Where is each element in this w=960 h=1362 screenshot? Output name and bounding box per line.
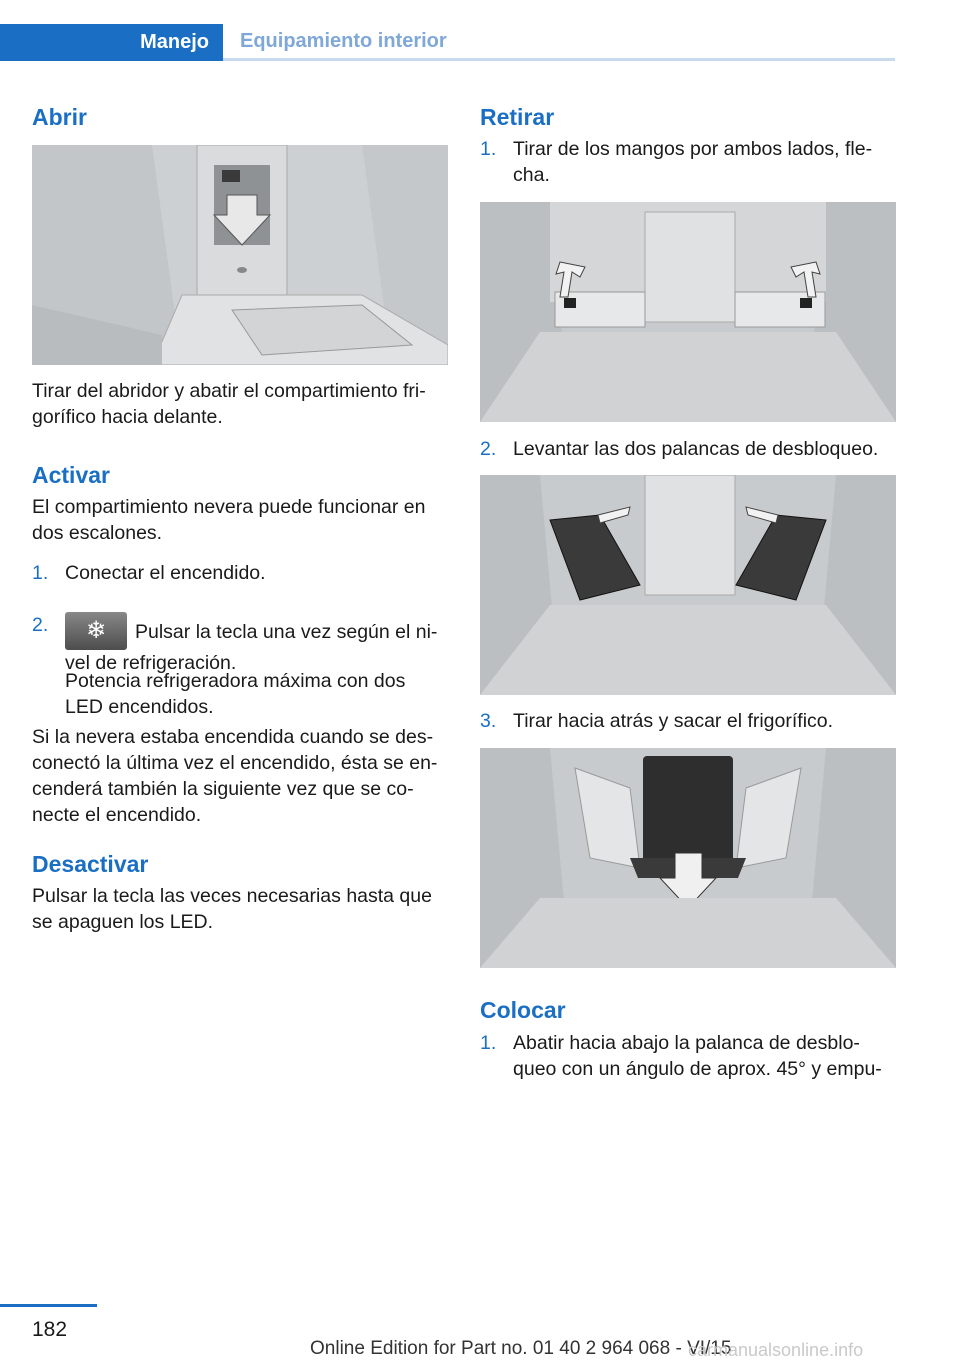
activar-text: El compartimiento nevera puede funcionar en dos escalones. — [32, 496, 426, 544]
header-section-active: Manejo — [0, 24, 223, 61]
pull-out-fridge-illustration — [480, 748, 896, 968]
step-number: 2. — [32, 614, 49, 636]
step-number: 1. — [32, 562, 49, 584]
edition-text: Online Edition for Part no. 01 40 2 964 068 - VI/15 — [310, 1338, 732, 1359]
cooling-button-icon: ❄ — [65, 612, 127, 650]
page-header — [0, 24, 895, 61]
pull-handles-illustration — [480, 202, 896, 422]
activar-heading: Activar — [32, 462, 110, 488]
open-fridge-compartment-illustration — [32, 145, 448, 365]
note-text: Si la nevera estaba encendida cuando se des-conectó la última vez el encendido, ésta se en-cenderá también la siguiente vez que se co-necte el encendido. — [32, 726, 438, 826]
step-2-extra: Potencia refrigeradora máxima con dos LED encendidos. — [65, 670, 406, 718]
release-levers-illustration — [480, 475, 896, 695]
retirar-step-1 — [480, 136, 896, 188]
footer-line — [0, 1304, 97, 1307]
step-number: 1. — [480, 1032, 497, 1054]
colocar-heading: Colocar — [480, 997, 566, 1023]
watermark: carmanualsonline.info — [688, 1340, 864, 1360]
abrir-text: Tirar del abridor y abatir el compartimiento fri-gorífico hacia delante. — [32, 380, 426, 428]
step-number: 3. — [480, 710, 497, 732]
step-text: Pulsar la tecla una vez según el ni-vel de refrigeración. — [65, 621, 438, 674]
retirar-heading: Retirar — [480, 104, 555, 130]
step-text: Levantar las dos palancas de desbloqueo. — [513, 438, 879, 460]
step-number: 2. — [480, 438, 497, 460]
retirar-step-2 — [480, 436, 896, 462]
step-text: Conectar el encendido. — [65, 562, 266, 584]
step-text: Abatir hacia abajo la palanca de desblo-queo con un ángulo de aprox. 45° y empu- — [513, 1032, 882, 1080]
abrir-heading: Abrir — [32, 104, 87, 130]
activar-step-2 — [32, 612, 448, 674]
page-number: 182 — [32, 1318, 68, 1341]
step-text-with-button — [65, 612, 448, 676]
step-text: Tirar hacia atrás y sacar el frigorífico. — [513, 710, 834, 732]
colocar-step-1 — [480, 1030, 896, 1082]
desactivar-text: Pulsar la tecla las veces necesarias hasta que se apaguen los LED. — [32, 885, 432, 933]
activar-step-1 — [32, 560, 448, 586]
step-text: Tirar de los mangos por ambos lados, fle-cha. — [513, 138, 873, 186]
header-section-inactive: Equipamiento interior — [223, 24, 895, 61]
step-number: 1. — [480, 138, 497, 160]
retirar-step-3 — [480, 708, 896, 734]
desactivar-heading: Desactivar — [32, 851, 149, 877]
